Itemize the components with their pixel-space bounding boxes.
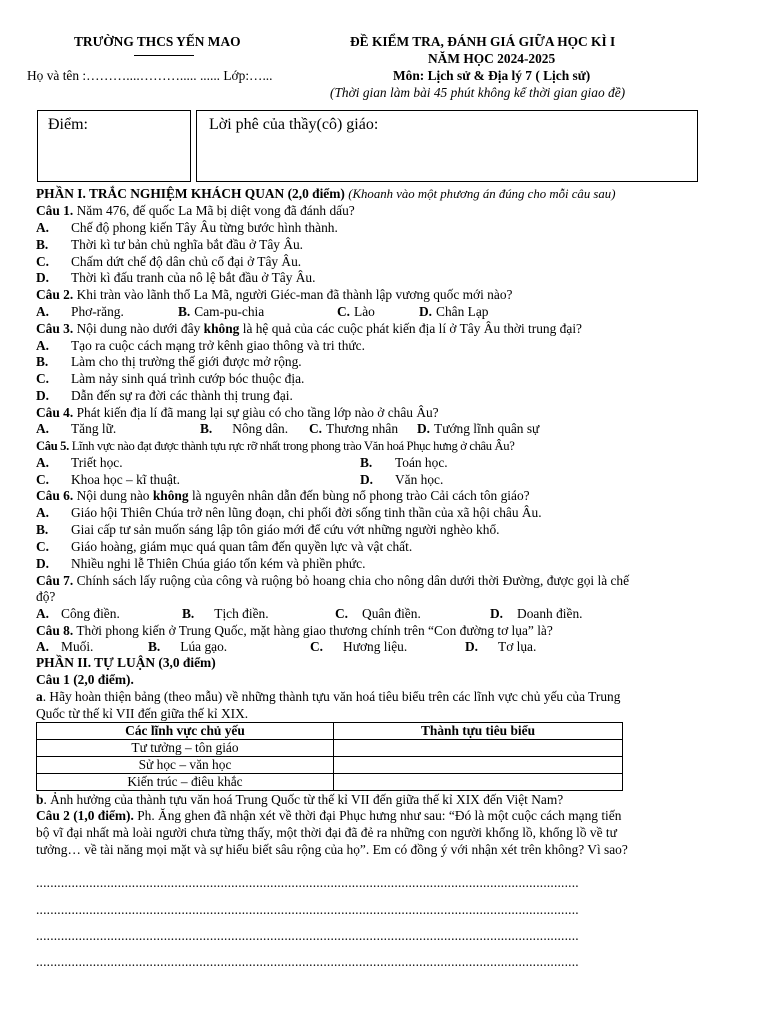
q7-option-d[interactable]	[490, 606, 582, 623]
question-label: Câu 6.	[36, 488, 74, 503]
q7-option-b[interactable]	[182, 606, 269, 623]
subpart-label: a	[36, 689, 43, 704]
student-info-line: Họ và tên :………....………..... ...... Lớp:…...	[27, 68, 273, 83]
question-text: Nội dung nào	[76, 488, 150, 503]
option-text: Muối.	[61, 639, 94, 654]
essay-q1-label: Câu 1 (2,0 điểm).	[36, 672, 134, 687]
option-text: Tơ lụa.	[498, 639, 537, 654]
question-label: Câu 3.	[36, 321, 74, 336]
q2-option-b[interactable]	[178, 304, 264, 321]
table-cell-field: Tư tưởng – tôn giáo	[37, 740, 334, 757]
option-text: Tăng lữ.	[71, 421, 117, 436]
option-letter: D.	[36, 556, 50, 571]
option-text: Nông dân.	[232, 421, 289, 436]
option-text: Thời kì đấu tranh của nô lệ bắt đầu ở Tây Âu.	[71, 270, 316, 285]
question-2	[36, 287, 512, 304]
table-row	[37, 774, 623, 791]
part1-heading	[36, 186, 615, 203]
option-letter: D.	[419, 304, 433, 319]
essay-q1a	[36, 689, 620, 706]
table-header-achievement: Thành tựu tiêu biểu	[334, 723, 623, 740]
q4-option-b[interactable]	[200, 421, 288, 438]
question-label: Câu 2.	[36, 287, 74, 302]
table-row	[37, 740, 623, 757]
q3-option-b[interactable]	[36, 354, 302, 371]
option-letter: C.	[36, 254, 50, 269]
option-letter: D.	[417, 421, 431, 436]
option-text: Làm nảy sinh quá trình cướp bóc thuộc địa.	[71, 371, 305, 386]
option-letter: A.	[36, 220, 50, 235]
q5-option-a[interactable]	[36, 455, 123, 472]
q5-option-c[interactable]	[36, 472, 180, 489]
option-letter: C.	[36, 539, 50, 554]
question-emphasis: không	[203, 321, 240, 336]
option-letter: B.	[178, 304, 191, 319]
table-cell-field: Kiến trúc – điêu khắc	[37, 774, 334, 791]
question-label: Câu 7.	[36, 573, 74, 588]
option-letter: B.	[36, 237, 49, 252]
question-label: Câu 5.	[36, 439, 69, 453]
answer-line[interactable]: .........................................................................................................................................................	[36, 875, 579, 890]
table-cell-answer[interactable]	[334, 774, 623, 791]
achievements-table	[36, 722, 623, 791]
q5-option-b[interactable]	[360, 455, 448, 472]
question-text: Phát kiến địa lí đã mang lại sự giàu có cho tầng lớp nào ở châu Âu?	[76, 405, 439, 420]
table-header-field: Các lĩnh vực chủ yếu	[37, 723, 334, 740]
option-text: Giai cấp tư sản muốn sáng lập tôn giáo mới để cứu vớt những người nghèo khổ.	[71, 522, 500, 537]
q6-option-a[interactable]	[36, 505, 542, 522]
option-text: Lào	[354, 304, 375, 319]
question-7-continued: độ?	[36, 589, 56, 604]
essay-q2-line2: bộ vĩ đại nhất mà loài người chưa từng thấy, một thời đại đã đẻ ra những con người khổng lồ, khổng lồ về tư	[36, 825, 617, 840]
q2-option-a[interactable]	[36, 304, 124, 321]
subpart-label: b	[36, 792, 44, 807]
question-label: Câu 8.	[36, 623, 74, 638]
option-text: Dẫn đến sự ra đời các thành thị trung đại.	[71, 388, 293, 403]
score-box	[37, 110, 191, 182]
option-text: Giáo hội Thiên Chúa trở nên lũng đoạn, chi phối đời sống tinh thần của xã hội châu Âu.	[71, 505, 542, 520]
option-letter: D.	[490, 606, 504, 621]
option-letter: B.	[182, 606, 195, 621]
q5-option-d[interactable]	[360, 472, 443, 489]
exam-title: ĐỀ KIỂM TRA, ĐÁNH GIÁ GIỮA HỌC KÌ I	[350, 34, 616, 49]
q2-option-c[interactable]	[337, 304, 375, 321]
option-letter: A.	[36, 639, 50, 654]
option-text: Lúa gạo.	[180, 639, 228, 654]
q8-option-b[interactable]	[148, 639, 227, 656]
option-letter: C.	[36, 472, 50, 487]
table-cell-answer[interactable]	[334, 740, 623, 757]
essay-q1b	[36, 792, 563, 809]
option-text: Thương nhân	[326, 421, 399, 436]
q1-option-a[interactable]	[36, 220, 338, 237]
option-text: Quân điền.	[362, 606, 421, 621]
q4-option-d[interactable]	[417, 421, 539, 438]
question-3	[36, 321, 582, 338]
q4-option-a[interactable]	[36, 421, 116, 438]
option-text: Giáo hoàng, giám mục quá quan tâm đến quyền lực và vật chất.	[71, 539, 413, 554]
option-letter: C.	[309, 421, 323, 436]
option-text: Tịch điền.	[214, 606, 269, 621]
question-text: là nguyên nhân dẫn đến bùng nổ phong trào Cải cách tôn giáo?	[191, 488, 530, 503]
option-text: Nhiều nghi lễ Thiên Chúa giáo tốn kém và phiền phức.	[71, 556, 366, 571]
essay-q1b-text: . Ảnh hưởng của thành tựu văn hoá Trung Quốc từ thế kỉ VII đến giữa thế kỉ XIX đến Việt Nam?	[43, 792, 564, 807]
q1-option-d[interactable]	[36, 270, 315, 287]
question-label: Câu 4.	[36, 405, 74, 420]
option-letter: B.	[360, 455, 373, 470]
option-text: Làm cho thị trường thế giới được mở rộng.	[71, 354, 302, 369]
question-4	[36, 405, 439, 422]
question-8	[36, 623, 553, 640]
answer-line[interactable]: .........................................................................................................................................................	[36, 928, 579, 943]
answer-line[interactable]: .........................................................................................................................................................	[36, 902, 579, 917]
option-letter: C.	[36, 371, 50, 386]
option-letter: C.	[335, 606, 349, 621]
option-text: Khoa học – kĩ thuật.	[71, 472, 180, 487]
subject-line: Môn: Lịch sử & Địa lý 7 ( Lịch sử)	[393, 68, 591, 83]
option-text: Doanh điền.	[517, 606, 583, 621]
question-text: Khi tràn vào lãnh thổ La Mã, người Giéc-man đã thành lập vương quốc mới nào?	[76, 287, 513, 302]
q6-option-b[interactable]	[36, 522, 500, 539]
q7-option-a[interactable]	[36, 606, 120, 623]
option-text: Công điền.	[61, 606, 120, 621]
table-cell-field: Sử học – văn học	[37, 757, 334, 774]
question-label: Câu 2 (1,0 điểm).	[36, 808, 134, 823]
option-letter: D.	[465, 639, 479, 654]
option-letter: A.	[36, 505, 50, 520]
option-letter: D.	[36, 388, 50, 403]
option-text: Cam-pu-chia	[194, 304, 265, 319]
option-letter: B.	[200, 421, 213, 436]
table-cell-answer[interactable]	[334, 757, 623, 774]
question-5	[36, 438, 514, 455]
answer-line[interactable]: .........................................................................................................................................................	[36, 954, 579, 969]
option-letter: B.	[148, 639, 161, 654]
q2-option-d[interactable]	[419, 304, 488, 321]
question-text: Thời phong kiến ở Trung Quốc, mặt hàng giao thương chính trên “Con đường tơ lụa” là?	[76, 623, 553, 638]
option-letter: A.	[36, 338, 50, 353]
question-1	[36, 203, 355, 220]
option-text: Hương liệu.	[343, 639, 408, 654]
school-name: TRƯỜNG THCS YẾN MAO	[74, 34, 241, 49]
question-text: Chính sách lấy ruộng của công và ruộng bỏ hoang chia cho nông dân dưới thời Đường, được gọi là chế	[76, 573, 630, 588]
option-text: Thời kì tư bản chủ nghĩa bắt đầu ở Tây Âu.	[71, 237, 304, 252]
essay-q2-line3: tưởng… về tài năng mọi mặt và sự hiểu biết sâu rộng của họ”. Em có đồng ý với nhận xét trên không? Vì sao?	[36, 842, 628, 857]
q1-option-b[interactable]	[36, 237, 303, 254]
option-text: Tạo ra cuộc cách mạng trở kênh giao thông và tri thức.	[71, 338, 365, 353]
question-emphasis: không	[152, 488, 189, 503]
option-text: Triết học.	[71, 455, 123, 470]
school-year: NĂM HỌC 2024-2025	[428, 51, 556, 66]
question-7	[36, 573, 629, 590]
option-letter: A.	[36, 421, 50, 436]
option-letter: C.	[337, 304, 351, 319]
question-text: Lĩnh vực nào đạt được thành tựu rực rỡ nhất trong phong trào Văn hoá Phục hưng ở châu Âu?	[71, 439, 515, 453]
option-text: Chấm dứt chế độ dân chủ cổ đại ở Tây Âu.	[71, 254, 302, 269]
question-6	[36, 488, 530, 505]
q6-option-c[interactable]	[36, 539, 412, 556]
option-text: Chế độ phong kiến Tây Âu từng bước hình thành.	[71, 220, 338, 235]
part1-title: PHẦN I. TRẮC NGHIỆM KHÁCH QUAN (2,0 điểm)	[36, 186, 345, 201]
option-letter: A.	[36, 606, 50, 621]
essay-q1a-text: . Hãy hoàn thiện bảng (theo mẫu) về những thành tựu văn hoá tiêu biểu trên các lĩnh vực chủ yếu của Trung	[42, 689, 621, 704]
option-letter: A.	[36, 455, 50, 470]
option-text: Toán học.	[395, 455, 448, 470]
q6-option-d[interactable]	[36, 556, 365, 573]
option-text: Tướng lĩnh quân sự	[434, 421, 540, 436]
essay-q1a-continued: Quốc từ thế kỉ VII đến giữa thế kỉ XIX.	[36, 706, 249, 721]
essay-q2-text: Ph. Ăng ghen đã nhận xét về thời đại Phục hưng như sau: “Đó là một cuộc cách mạng tiến	[137, 808, 622, 823]
option-letter: D.	[360, 472, 374, 487]
table-row	[37, 757, 623, 774]
time-note: (Thời gian làm bài 45 phút không kể thời gian giao đề)	[330, 85, 626, 100]
option-text: Văn học.	[395, 472, 444, 487]
q4-option-c[interactable]	[309, 421, 398, 438]
part1-instruction: (Khoanh vào một phương án đúng cho mỗi câu sau)	[348, 187, 616, 201]
option-letter: B.	[36, 354, 49, 369]
part2-title: PHẦN II. TỰ LUẬN (3,0 điểm)	[36, 655, 216, 670]
teacher-comment-label: Lời phê của thầy(cô) giáo:	[209, 116, 379, 133]
question-text: là hệ quả của các cuộc phát kiến địa lí ở Tây Âu thời trung đại?	[242, 321, 582, 336]
option-text: Phơ-răng.	[71, 304, 124, 319]
q3-option-c[interactable]	[36, 371, 304, 388]
q7-option-c[interactable]	[335, 606, 421, 623]
score-label: Điểm:	[48, 116, 88, 133]
teacher-comment-box	[196, 110, 698, 182]
q3-option-d[interactable]	[36, 388, 293, 405]
essay-q2	[36, 808, 621, 825]
option-letter: D.	[36, 270, 50, 285]
option-text: Chân Lạp	[436, 304, 489, 319]
option-letter: B.	[36, 522, 49, 537]
q1-option-c[interactable]	[36, 254, 301, 271]
school-underline	[134, 55, 194, 56]
option-letter: A.	[36, 304, 50, 319]
option-letter: C.	[310, 639, 324, 654]
q8-option-a[interactable]	[36, 639, 93, 656]
question-text: Năm 476, đế quốc La Mã bị diệt vong đã đánh dấu?	[76, 203, 355, 218]
q8-option-c[interactable]	[310, 639, 407, 656]
question-text: Nội dung nào dưới đây	[76, 321, 201, 336]
table-header-row	[37, 723, 623, 740]
question-label: Câu 1.	[36, 203, 74, 218]
q8-option-d[interactable]	[465, 639, 536, 656]
q3-option-a[interactable]	[36, 338, 365, 355]
